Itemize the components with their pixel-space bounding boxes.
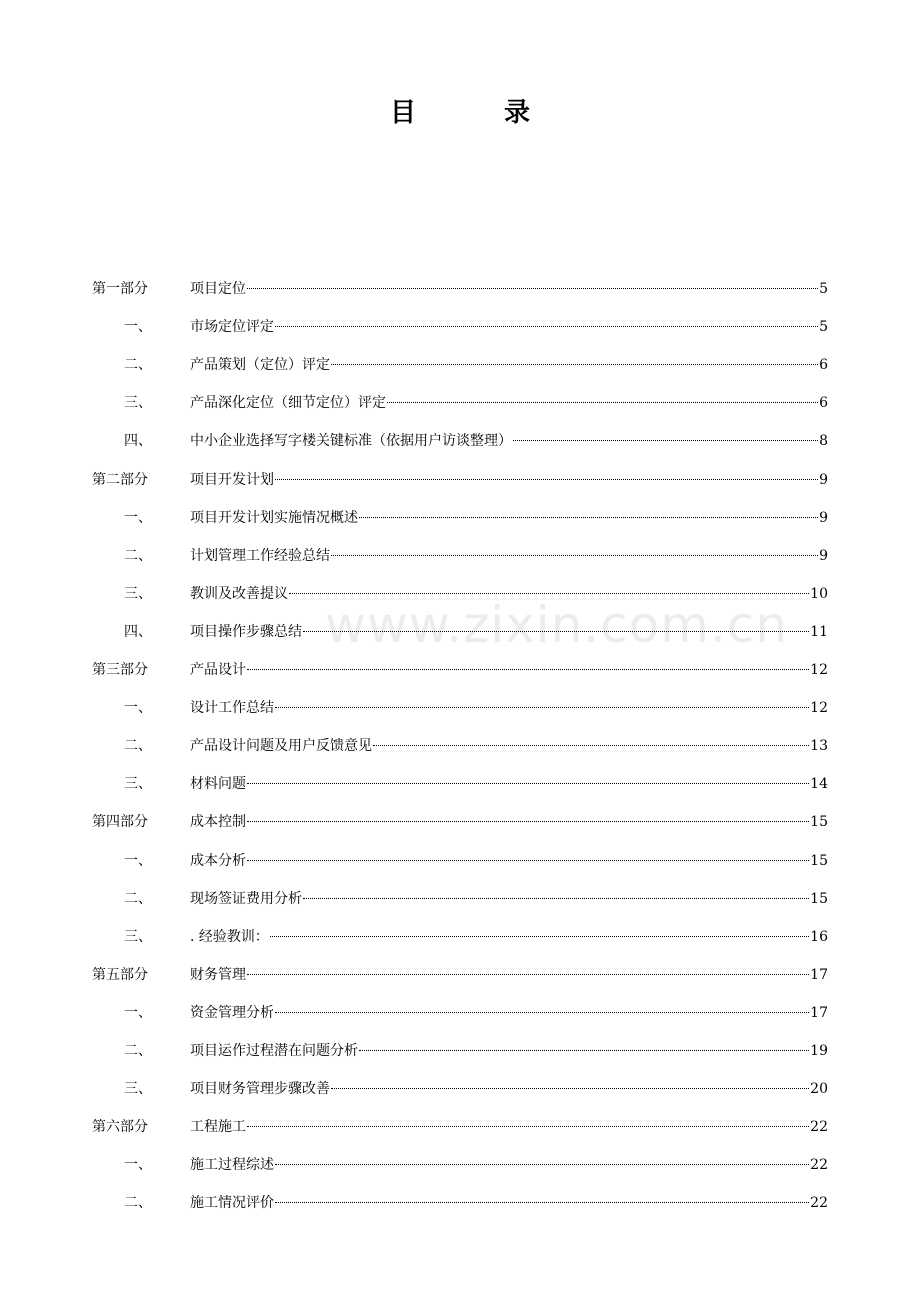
- toc-dot-leader: [247, 288, 818, 289]
- toc-entry-line: [190, 1152, 828, 1178]
- toc-entry[interactable]: [0, 543, 920, 569]
- toc-entry[interactable]: [0, 657, 920, 683]
- toc-dot-leader: [331, 555, 818, 556]
- toc-entry-number: 第六部分: [92, 1119, 148, 1136]
- toc-entry-line: [190, 467, 828, 493]
- toc-dot-leader: [275, 707, 809, 708]
- toc-entry-line: [190, 428, 828, 454]
- toc-entry-page: 5: [819, 319, 828, 336]
- toc-entry-page: 15: [810, 852, 828, 869]
- title-char-2: 录: [504, 98, 531, 128]
- toc-entry[interactable]: [0, 428, 920, 454]
- toc-entry[interactable]: [0, 695, 920, 721]
- toc-entry-line: [190, 771, 828, 797]
- toc-entry-line: [190, 962, 828, 988]
- toc-entry[interactable]: [0, 1076, 920, 1102]
- toc-entry-title: 项目财务管理步骤改善: [190, 1081, 330, 1098]
- toc-entry-number: 三、: [124, 776, 152, 793]
- toc-dot-leader: [275, 326, 818, 327]
- toc-dot-leader: [303, 898, 809, 899]
- page-title: [0, 92, 920, 129]
- toc-entry-line: [190, 276, 828, 302]
- toc-entry-page: 9: [819, 509, 828, 526]
- toc-dot-leader: [303, 631, 809, 632]
- toc-dot-leader: [247, 1126, 809, 1127]
- toc-entry-page: 22: [810, 1157, 828, 1174]
- toc-entry-page: 22: [810, 1119, 828, 1136]
- toc-entry-number: 二、: [124, 1195, 152, 1212]
- toc-dot-leader: [275, 479, 818, 480]
- toc-entry-title: 工程施工: [190, 1119, 246, 1136]
- toc-dot-leader: [359, 517, 818, 518]
- toc-entry-number: 四、: [124, 623, 152, 640]
- toc-entry-title: 材料问题: [190, 776, 246, 793]
- toc-entry-line: [190, 848, 828, 874]
- toc-entry-title: 成本控制: [190, 814, 246, 831]
- toc-entry-title: 产品设计问题及用户反馈意见: [190, 738, 372, 755]
- toc-entry-page: 8: [819, 433, 828, 450]
- toc-entry[interactable]: [0, 809, 920, 835]
- toc-entry-page: 5: [819, 281, 828, 297]
- toc-entry-line: [190, 924, 828, 950]
- toc-entry-number: 三、: [124, 395, 152, 412]
- toc-entry-line: [190, 619, 828, 645]
- watermark: www.zixin.com.cn: [325, 596, 789, 654]
- toc-entry-title: 计划管理工作经验总结: [190, 547, 330, 564]
- toc-entry-page: 17: [810, 1004, 828, 1021]
- toc-entry-number: 三、: [124, 1081, 152, 1098]
- toc-dot-leader: [387, 402, 818, 403]
- toc-entry-number: 二、: [124, 890, 152, 907]
- toc-dot-leader: [247, 821, 809, 822]
- toc-dot-leader: [270, 936, 809, 937]
- toc-entry-title: 设计工作总结: [190, 700, 274, 717]
- toc-entry-page: 12: [810, 662, 828, 678]
- toc-entry[interactable]: [0, 314, 920, 340]
- toc-entry[interactable]: [0, 771, 920, 797]
- toc-entry-number: 一、: [124, 700, 152, 717]
- toc-entry-title: 项目开发计划实施情况概述: [190, 509, 358, 526]
- toc-entry[interactable]: [0, 581, 920, 607]
- toc-entry-line: [190, 695, 828, 721]
- toc-entry[interactable]: [0, 1114, 920, 1140]
- toc-entry-number: 四、: [124, 433, 152, 450]
- toc-entry-line: [190, 1038, 828, 1064]
- toc-entry-title: 项目定位: [190, 281, 246, 297]
- toc-entry-line: [190, 733, 828, 759]
- toc-entry-title: 资金管理分析: [190, 1004, 274, 1021]
- toc-entry-line: [190, 581, 828, 607]
- toc-dot-leader: [275, 1164, 809, 1165]
- toc-entry-page: 15: [810, 890, 828, 907]
- toc-entry-line: [190, 886, 828, 912]
- toc-entry-number: 一、: [124, 509, 152, 526]
- toc-entry-page: 19: [810, 1043, 828, 1059]
- toc-entry-line: [190, 543, 828, 569]
- toc-entry-page: 9: [819, 547, 828, 564]
- toc-entry[interactable]: [0, 1000, 920, 1026]
- toc-dot-leader: [247, 783, 809, 784]
- toc-entry[interactable]: [0, 886, 920, 912]
- toc-entry-number: 第四部分: [92, 814, 148, 831]
- toc-entry-page: 6: [819, 395, 828, 412]
- toc-dot-leader: [247, 669, 809, 670]
- toc-dot-leader: [513, 440, 818, 441]
- toc-entry-number: 二、: [124, 357, 152, 374]
- toc-entry-page: 9: [819, 471, 828, 488]
- toc-entry-line: [190, 657, 828, 683]
- toc-entry-number: 二、: [124, 738, 152, 755]
- toc-entry-title: 财务管理: [190, 966, 246, 983]
- toc-entry[interactable]: [0, 619, 920, 645]
- toc-dot-leader: [331, 364, 818, 365]
- toc-entry-number: 三、: [124, 585, 152, 602]
- toc-dot-leader: [247, 860, 809, 861]
- toc-entry-line: [190, 1190, 828, 1216]
- toc-dot-leader: [359, 1050, 809, 1051]
- toc-entry-number: 第五部分: [92, 966, 148, 983]
- toc-entry-number: 第一部分: [92, 281, 148, 297]
- toc-entry-number: 一、: [124, 319, 152, 336]
- toc-entry-page: 13: [810, 738, 828, 755]
- toc-entry-line: [190, 809, 828, 835]
- toc-entry[interactable]: [0, 505, 920, 531]
- toc-entry[interactable]: [0, 733, 920, 759]
- toc-dot-leader: [373, 745, 809, 746]
- toc-entry[interactable]: [0, 276, 920, 302]
- toc-entry-title: 教训及改善提议: [190, 585, 288, 602]
- toc-entry-number: 一、: [124, 1004, 152, 1021]
- toc-entry-page: 17: [810, 966, 828, 983]
- toc-entry[interactable]: [0, 1038, 920, 1064]
- toc-entry-title: 市场定位评定: [190, 319, 274, 336]
- toc-dot-leader: [331, 1088, 809, 1089]
- toc-dot-leader: [275, 1202, 809, 1203]
- toc-entry-title: 施工过程综述: [190, 1157, 274, 1174]
- toc-entry-page: 12: [810, 700, 828, 717]
- toc-entry-page: 22: [810, 1195, 828, 1212]
- toc-entry[interactable]: [0, 390, 920, 416]
- toc-entry-page: 16: [810, 928, 828, 945]
- toc-entry-page: 15: [810, 814, 828, 831]
- toc-entry-title: 施工情况评价: [190, 1195, 274, 1212]
- toc-entry-title: 产品策划（定位）评定: [190, 357, 330, 374]
- toc-entry-title: 中小企业选择写字楼关键标准（依据用户访谈整理）: [190, 433, 512, 450]
- toc-entry-line: [190, 314, 828, 340]
- toc-entry-title: 项目操作步骤总结: [190, 623, 302, 640]
- title-char-1: 目: [389, 98, 416, 128]
- toc-entry[interactable]: [0, 467, 920, 493]
- toc-dot-leader: [275, 1012, 809, 1013]
- toc-entry-line: [190, 1114, 828, 1140]
- toc-entry-title: 项目开发计划: [190, 471, 274, 488]
- toc-entry-page: 11: [810, 623, 828, 640]
- toc-entry-number: 第二部分: [92, 471, 148, 488]
- toc-entry-page: 10: [810, 585, 828, 602]
- toc-entry-page: 6: [819, 357, 828, 374]
- toc-entry-title: . 经验教训：: [190, 928, 269, 945]
- toc-entry-number: 一、: [124, 852, 152, 869]
- toc-entry-page: 14: [810, 776, 828, 793]
- toc-entry-title: 现场签证费用分析: [190, 890, 302, 907]
- toc-entry-line: [190, 352, 828, 378]
- toc-entry-number: 二、: [124, 1043, 152, 1059]
- toc-entry-number: 二、: [124, 547, 152, 564]
- toc-entry[interactable]: [0, 352, 920, 378]
- toc-entry-line: [190, 1076, 828, 1102]
- toc-entry[interactable]: [0, 1152, 920, 1178]
- toc-dot-leader: [247, 974, 809, 975]
- toc-entry-line: [190, 390, 828, 416]
- toc-entry[interactable]: [0, 962, 920, 988]
- toc-entry-line: [190, 505, 828, 531]
- toc-entry-number: 一、: [124, 1157, 152, 1174]
- toc-entry-line: [190, 1000, 828, 1026]
- toc-entry-number: 三、: [124, 928, 152, 945]
- toc-entry-title: 产品深化定位（细节定位）评定: [190, 395, 386, 412]
- toc-entry[interactable]: [0, 848, 920, 874]
- toc-entry-page: 20: [810, 1081, 828, 1098]
- toc-entry-title: 项目运作过程潜在问题分析: [190, 1043, 358, 1059]
- toc-entry-title: 产品设计: [190, 662, 246, 678]
- toc-entry[interactable]: [0, 1190, 920, 1216]
- toc-entry-number: 第三部分: [92, 662, 148, 678]
- toc-entry-title: 成本分析: [190, 852, 246, 869]
- toc-dot-leader: [289, 593, 809, 594]
- toc-entry[interactable]: [0, 924, 920, 950]
